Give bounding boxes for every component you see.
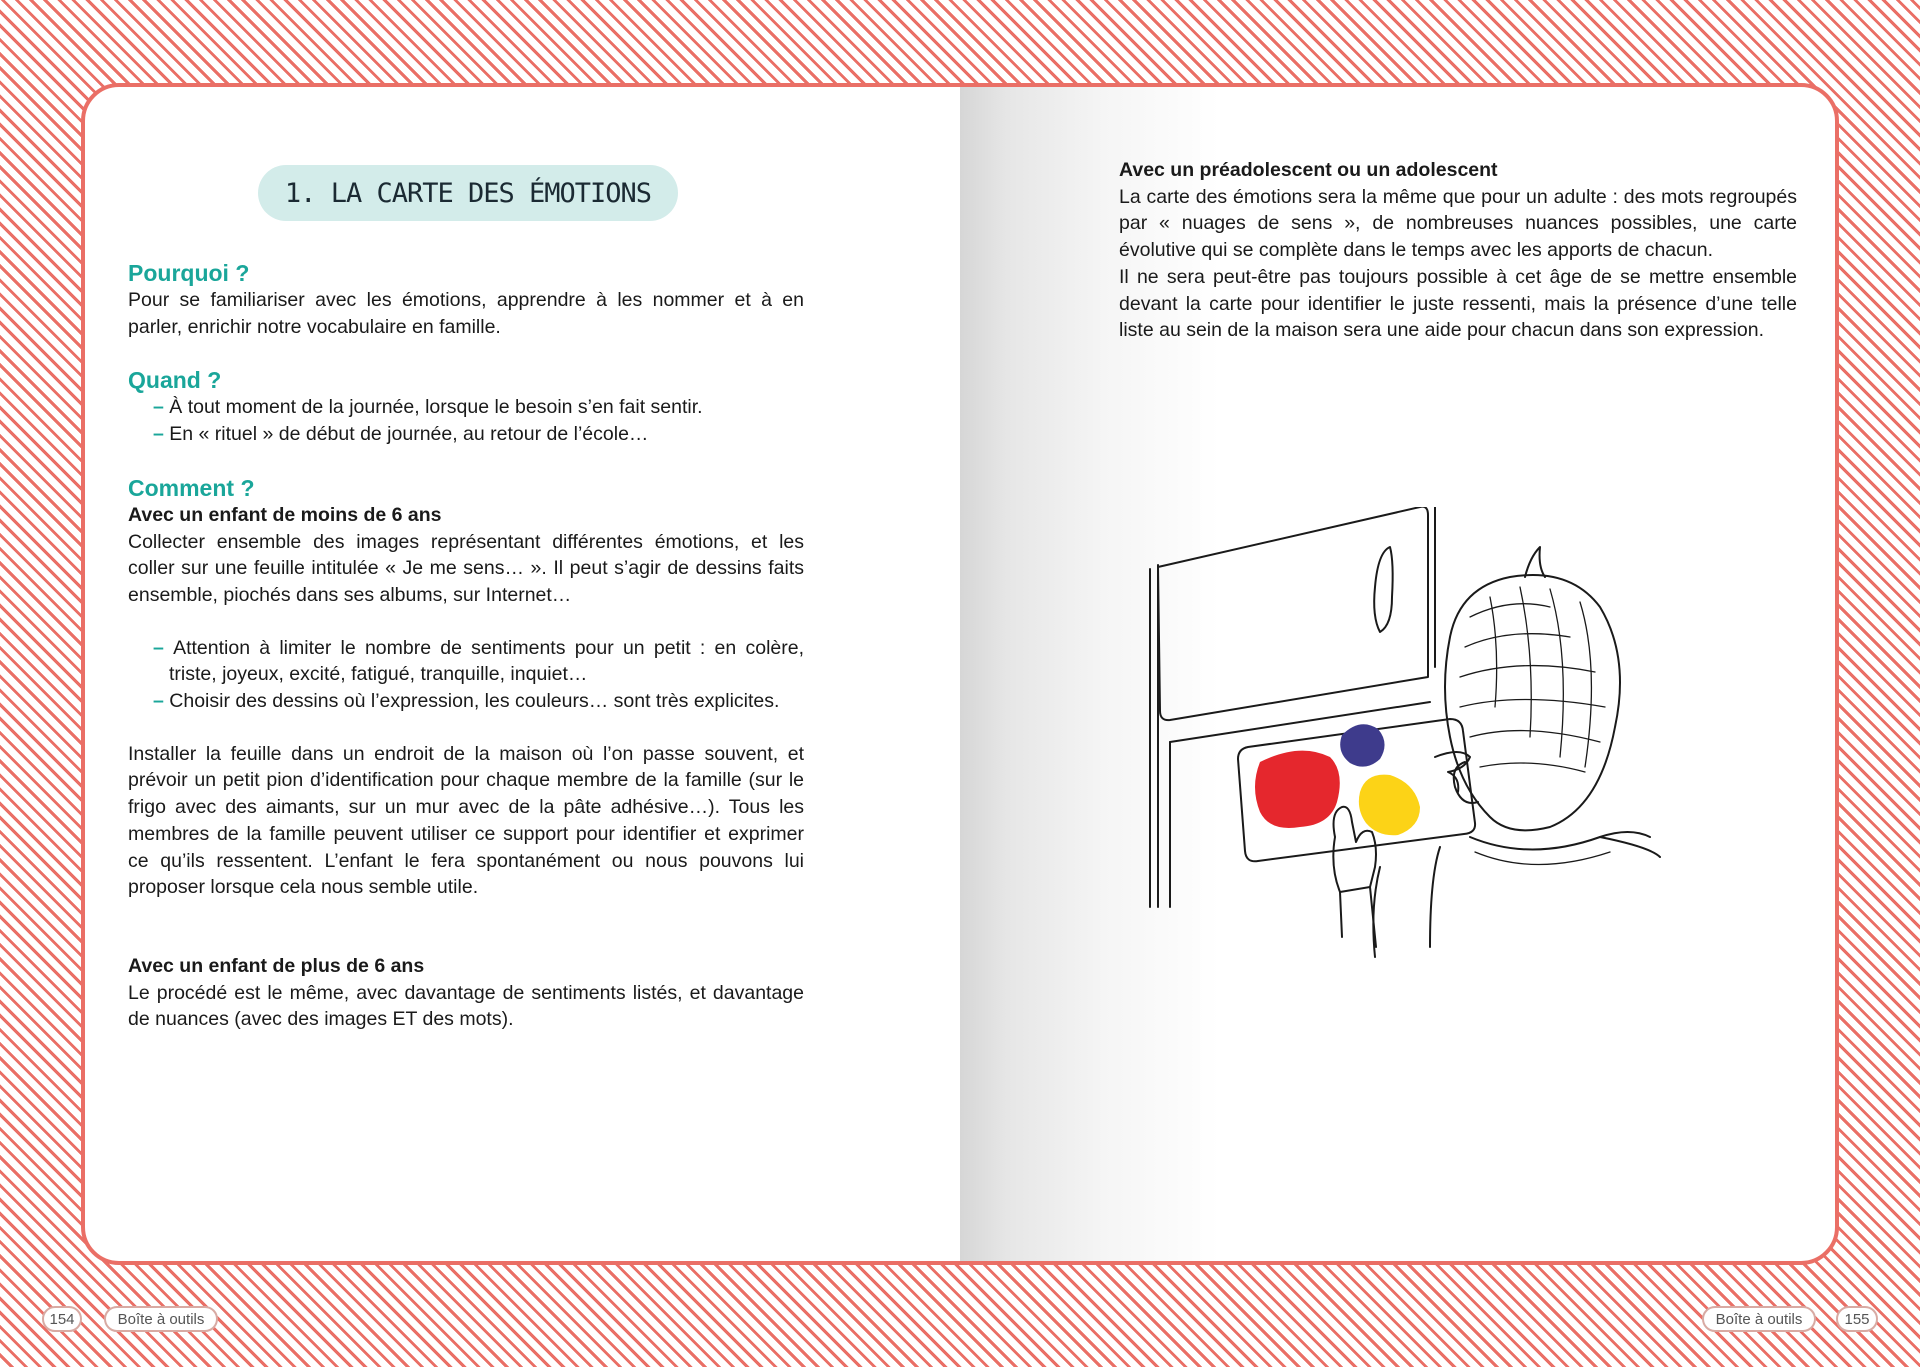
plus6-heading: Avec un enfant de plus de 6 ans: [128, 954, 425, 977]
quand-item: – En « rituel » de début de journée, au retour de l’école…: [153, 423, 649, 446]
plus6-text: Le procédé est le même, avec davantage de sentiments listés, et davantage de nuances (avec des images ET des mots).: [128, 981, 804, 1031]
child-at-fridge-illustration: [1130, 507, 1839, 1007]
blue-blob: [1340, 724, 1384, 766]
section-label-left: Boîte à outils: [104, 1306, 218, 1332]
pourquoi-text: Pour se familiariser avec les émotions, apprendre à les nommer et à en parler, enrichir notre vocabulaire en famille.: [128, 289, 804, 338]
ado-text-1: La carte des émotions sera la même que pour un adulte : des mots regroupés par « nuages de sens », de nombreuses nuances possibles, une carte évolutive qui se complète dans le temps avec les apports de chacun.: [1119, 185, 1797, 262]
install-text: Installer la feuille dans un endroit de la maison où l’on passe souvent, et prévoir un petit pion d’identification pour chaque membre de la famille (sur le frigo avec des aimants, sur un mur avec de la pâte adhésive…). Tous les membres de la famille peuvent utiliser ce support pour identifier et exprimer ce qu’ils ressentent. L’enfant le fera spontanément ou nous pouvons lui proposer lorsque cela nous semble utile.: [128, 742, 804, 899]
fridge-handle-icon: [1374, 547, 1392, 632]
moins6-text: Collecter ensemble des images représentant différentes émotions, et les coller sur une feuille intitulée « Je me sens… ». Il peut s’agir de dessins faits ensemble, piochés dans ses albums, sur Internet…: [128, 530, 804, 606]
page-number-left: 154: [42, 1306, 82, 1332]
page-number-right: 155: [1836, 1306, 1878, 1332]
moins6-heading: Avec un enfant de moins de 6 ans: [128, 503, 442, 526]
pourquoi-heading: Pourquoi ?: [128, 260, 250, 286]
red-blob: [1255, 751, 1340, 828]
child-head: [1445, 575, 1620, 830]
left-page-content: [128, 259, 804, 1033]
book-spread: [81, 83, 1839, 1265]
quand-item: – À tout moment de la journée, lorsque le besoin s’en fait sentir.: [153, 396, 703, 419]
ado-text-2: Il ne sera peut-être pas toujours possible à cet âge de se mettre ensemble devant la carte pour identifier le juste ressenti, mais la présence d’une telle liste au sein de la maison sera une aide pour chacun dans son expression.: [1119, 265, 1797, 342]
comment-heading: Comment ?: [128, 474, 255, 501]
right-page-content: [1119, 157, 1797, 344]
page-title: 1. LA CARTE DES ÉMOTIONS: [258, 165, 678, 221]
yellow-blob: [1359, 775, 1420, 836]
quand-heading: Quand ?: [128, 367, 222, 394]
child-collar: [1470, 832, 1650, 850]
ado-heading: Avec un préadolescent ou un adolescent: [1119, 159, 1498, 181]
moins6-item: – Attention à limiter le nombre de sentiments pour un petit : en colère, triste, joyeux, excité, fatigué, tranquille, inquiet…: [153, 636, 804, 686]
section-label-right: Boîte à outils: [1702, 1306, 1816, 1332]
moins6-item: – Choisir des dessins où l’expression, les couleurs… sont très explicites.: [153, 690, 780, 713]
child-hand-right: [1435, 752, 1470, 792]
